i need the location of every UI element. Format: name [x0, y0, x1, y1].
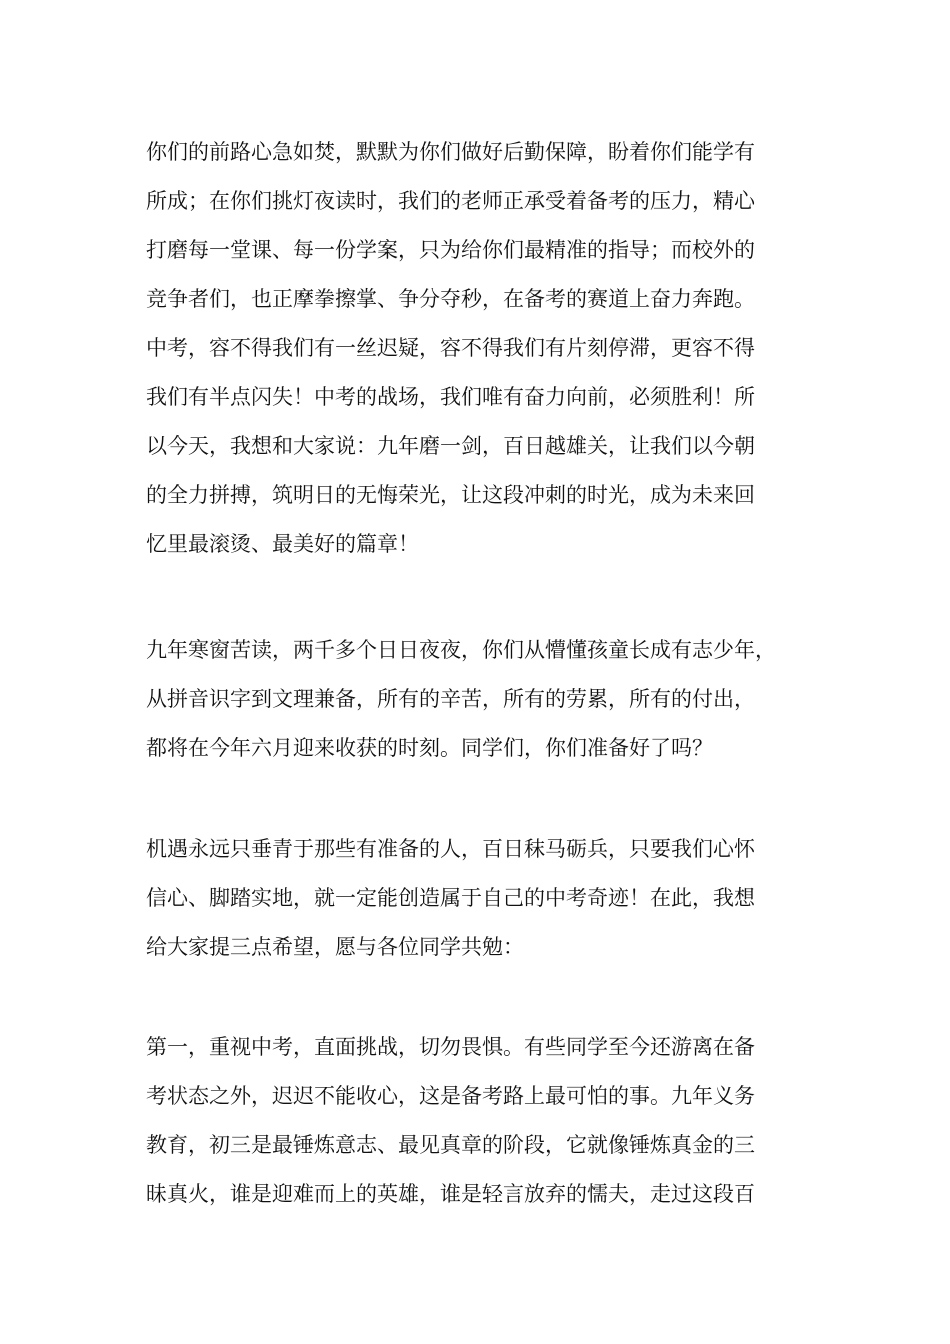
- paragraph-line: 昧真火，谁是迎难而上的英雄，谁是轻言放弃的懦夫，走过这段百: [146, 1182, 755, 1206]
- paragraph-line: 信心、脚踏实地，就一定能创造属于自己的中考奇迹！在此，我想: [146, 886, 755, 910]
- paragraph-line: 打磨每一堂课、每一份学案，只为给你们最精准的指导；而校外的: [146, 238, 755, 262]
- paragraph-line: 的全力拼搏，筑明日的无悔荣光，让这段冲刺的时光，成为未来回: [146, 483, 755, 507]
- paragraph-line: 都将在今年六月迎来收获的时刻。同学们，你们准备好了吗？: [146, 736, 713, 760]
- paragraph-line: 所成；在你们挑灯夜读时，我们的老师正承受着备考的压力，精心: [146, 189, 755, 213]
- paragraph-line: 中考，容不得我们有一丝迟疑，容不得我们有片刻停滞，更容不得: [146, 336, 755, 360]
- paragraph-line: 机遇永远只垂青于那些有准备的人，百日秣马砺兵，只要我们心怀: [146, 837, 755, 861]
- paragraph-line: 给大家提三点希望，愿与各位同学共勉：: [146, 935, 524, 959]
- paragraph-line: 忆里最滚烫、最美好的篇章！: [146, 532, 419, 556]
- paragraph-line: 以今天，我想和大家说：九年磨一剑，百日越雄关，让我们以今朝: [146, 434, 755, 458]
- paragraph-line: 竞争者们，也正摩拳擦掌、争分夺秒，在备考的赛道上奋力奔跑。: [146, 287, 755, 311]
- paragraph-line: 第一，重视中考，直面挑战，切勿畏惧。有些同学至今还游离在备: [146, 1035, 755, 1059]
- paragraph-line: 我们有半点闪失！中考的战场，我们唯有奋力向前，必须胜利！所: [146, 385, 755, 409]
- paragraph-line: 教育，初三是最锤炼意志、最见真章的阶段，它就像锤炼真金的三: [146, 1133, 755, 1157]
- paragraph-line: 考状态之外，迟迟不能收心，这是备考路上最可怕的事。九年义务: [146, 1084, 755, 1108]
- paragraph-line: 你们的前路心急如焚，默默为你们做好后勤保障，盼着你们能学有: [146, 140, 755, 164]
- paragraph-line: 九年寒窗苦读，两千多个日日夜夜，你们从懵懂孩童长成有志少年，: [146, 638, 776, 662]
- paragraph-line: 从拼音识字到文理兼备，所有的辛苦，所有的劳累，所有的付出，: [146, 687, 755, 711]
